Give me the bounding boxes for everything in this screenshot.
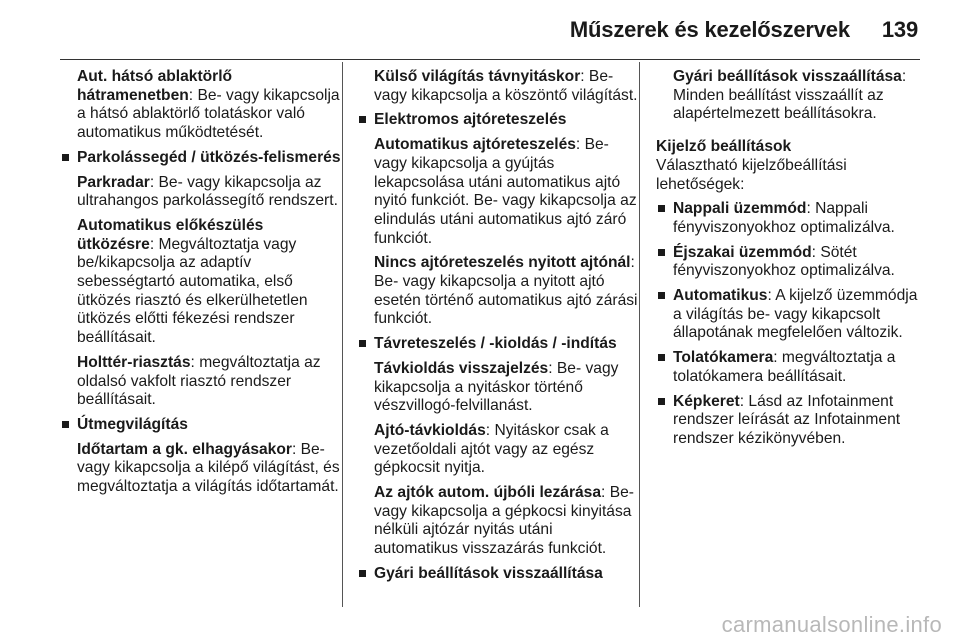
column-3 — [639, 62, 921, 607]
setting-label: Külső világítás távnyitáskor — [374, 68, 581, 85]
setting-label: Időtartam a gk. elhagyásakor — [77, 440, 292, 458]
setting-text: : Be- vagy kikapcsolja a kilépő világítást, és megváltoztatja a világítás időtartamát. — [77, 440, 340, 496]
setting-auto-relock — [357, 484, 639, 559]
setting-label: Automatikus előkészülés ütközésre — [77, 216, 264, 253]
setting-exterior-lighting — [357, 68, 639, 105]
setting-text: : megváltoztatja az oldalsó vakfolt riasztó rendszer beállításait. — [77, 353, 321, 409]
setting-text: : Be- vagy kikapcsolja a hátsó ablaktörlő tolatáskor való automatikus működtetését. — [77, 86, 340, 142]
setting-text: : Lásd az Infotainment rendszer leírását az Infotainment rendszer kézikönyvében. — [673, 392, 901, 447]
setting-label: Ajtó-távkioldás — [374, 421, 486, 439]
setting-open-door-anti-lock — [357, 254, 639, 329]
setting-text: : Megváltoztatja vagy be/kikapcsolja az adaptív sebességtartó automatika, első ütközés riasztó és elkerülhetetlen ütközés előtti fékezési rendszer beállításait. — [77, 235, 308, 347]
bullet-power-door-locks: Elektromos ajtóreteszelés — [357, 111, 639, 130]
bullet-remote-lock: Távreteszelés / -kioldás / -indítás — [357, 335, 639, 354]
setting-label: Gyári beállítások visszaállítása — [673, 68, 902, 85]
setting-label: Az ajtók autom. újbóli lezárása — [374, 484, 602, 502]
watermark: carmanualsonline.info — [721, 612, 942, 637]
bullet-rear-camera — [656, 349, 921, 386]
setting-label: Parkradar — [77, 173, 150, 191]
setting-text: : Be- vagy kikapcsolja a gyújtás lekapcsolása utáni automatikus ajtó nyitó funkciót. Be- vagy kikapcsolja az elindulás utáni automatikus ajtó záró funkciót. — [374, 136, 637, 247]
setting-text: : Be- vagy kikapcsolja a köszöntő világítást. — [374, 68, 638, 104]
page-header — [60, 0, 920, 60]
setting-text: : megváltoztatja a tolatókamera beállításait. — [673, 349, 896, 385]
setting-text: : Minden beállítást visszaállít az alapértelmezett beállításokra. — [673, 68, 907, 123]
setting-auto-collision-prep — [60, 217, 342, 348]
setting-text: : A kijelző üzemmódja a világítás be- vagy kikapcsolt állapotának megfelelően változik. — [673, 287, 918, 342]
setting-text: : Be- vagy kikapcsolja az ultrahangos parkolássegítő rendszert. — [77, 173, 338, 210]
section-intro: Választható kijelzőbeállítási lehetőségek: — [656, 156, 847, 193]
setting-auto-door-lock — [357, 136, 639, 248]
setting-label: Holttér-riasztás — [77, 353, 191, 371]
bullet-picture-frame — [656, 393, 921, 449]
bullet-path-lighting: Útmegvilágítás — [60, 416, 342, 435]
setting-remote-door-unlock — [357, 422, 639, 478]
setting-blind-spot — [60, 354, 342, 410]
setting-label: Nappali üzemmód — [673, 200, 807, 218]
setting-remote-unlock-feedback — [357, 360, 639, 416]
setting-text: : Be- vagy kikapcsolja a nyitott ajtó esetén történő automatikus ajtó zárási funkciót. — [374, 254, 638, 328]
setting-rear-wiper — [60, 68, 342, 143]
setting-label: Képkeret — [673, 392, 740, 410]
setting-label: Éjszakai üzemmód — [673, 243, 812, 261]
page-title: Műszerek és kezelőszervek — [569, 16, 850, 42]
setting-text: : Be- vagy kikapcsolja a gépkocsi kinyitása nélküli ajtózár nyitás utáni automatikus visszazárás funkciót. — [374, 484, 634, 558]
setting-text: : Sötét fényviszonyokhoz optimalizálva. — [673, 243, 895, 280]
setting-label: Automatikus — [673, 287, 768, 305]
setting-factory-reset — [656, 68, 921, 124]
setting-text: : Nyitáskor csak a vezetőoldali ajtót vagy az egész gépkocsit nyitja. — [374, 421, 609, 477]
setting-label: Aut. hátsó ablaktörlő hátramenetben — [77, 68, 233, 104]
setting-exit-duration — [60, 441, 342, 497]
bullet-day-mode — [656, 200, 921, 237]
page-number: 139 — [881, 16, 918, 42]
bullet-factory-reset: Gyári beállítások visszaállítása — [357, 565, 639, 584]
column-2 — [342, 62, 639, 607]
column-1 — [60, 62, 342, 607]
bullet-automatic — [656, 287, 921, 343]
setting-parkradar — [60, 174, 342, 211]
bullet-parking-assist: Parkolássegéd / ütközés-felismerés — [60, 149, 342, 168]
setting-label: Távkioldás visszajelzés — [374, 359, 549, 377]
setting-label: Tolatókamera — [673, 349, 774, 367]
setting-label: Automatikus ajtóreteszelés — [374, 136, 576, 154]
setting-label: Nincs ajtóreteszelés nyitott ajtónál — [374, 254, 631, 272]
bullet-night-mode — [656, 244, 921, 281]
section-heading-display: Kijelző beállítások — [656, 138, 792, 156]
setting-text: : Nappali fényviszonyokhoz optimalizálva. — [673, 200, 895, 236]
setting-text: : Be- vagy kikapcsolja a nyitáskor történő vészvillogó-felvillanást. — [374, 359, 619, 415]
